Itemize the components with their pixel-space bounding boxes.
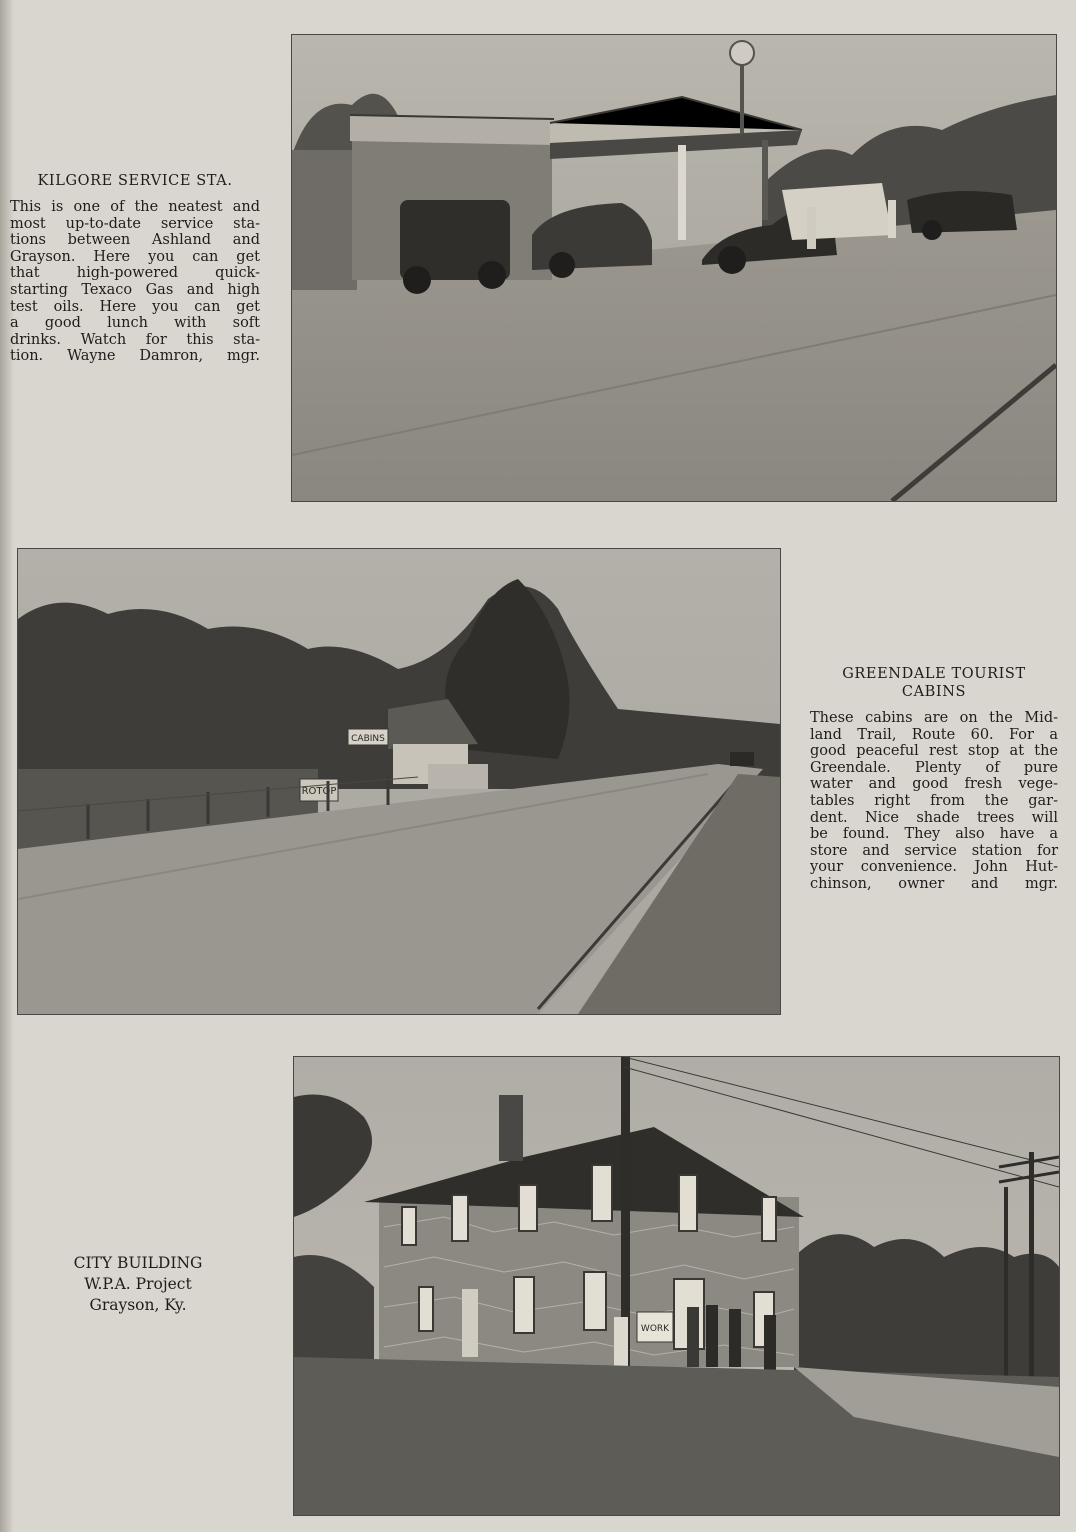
kilgore-line: a good lunch with soft (10, 315, 260, 332)
greendale-body (810, 710, 1058, 893)
greendale-line: dent. Nice shade trees will (810, 809, 1058, 826)
greendale-caption (810, 665, 1058, 893)
greendale-line: These cabins are on the Mid- (810, 710, 1058, 726)
kilgore-line: This is one of the neatest and (10, 199, 260, 215)
greendale-line: water and good fresh vege- (810, 776, 1058, 793)
kilgore-service-station-photo (292, 35, 1056, 501)
city-building-location: Grayson, Ky. (89, 1296, 187, 1314)
kilgore-line: that high-powered quick- (10, 265, 260, 282)
work-sign-text: WORK (640, 1324, 670, 1334)
kilgore-heading: KILGORE SERVICE STA. (37, 173, 233, 189)
greendale-line: Greendale. Plenty of pure (810, 759, 1058, 776)
kilgore-line: starting Texaco Gas and high (10, 281, 260, 298)
greendale-line: tables right from the gar- (810, 792, 1058, 809)
city-building-photo (294, 1057, 1059, 1515)
kilgore-body (10, 199, 260, 365)
kilgore-line: tions between Ashland and (10, 232, 260, 249)
greendale-cabins-photo (18, 549, 780, 1014)
greendale-heading-line1: GREENDALE TOURIST (842, 666, 1026, 682)
greendale-line: be found. They also have a (810, 826, 1058, 843)
kilgore-line: Grayson. Here you can get (10, 248, 260, 265)
kilgore-line: test oils. Here you can get (10, 298, 260, 315)
greendale-line: your convenience. John Hut- (810, 859, 1058, 876)
kilgore-caption (10, 172, 260, 365)
greendale-line: store and service station for (810, 842, 1058, 859)
city-building-project: W.P.A. Project (84, 1275, 192, 1293)
kilgore-line: most up-to-date service sta- (10, 215, 260, 232)
kilgore-line: tion. Wayne Damron, mgr. (10, 348, 260, 365)
greendale-line: good peaceful rest stop at the (810, 743, 1058, 760)
greendale-line: chinson, owner and mgr. (810, 875, 1058, 892)
greendale-heading-line2: CABINS (901, 684, 967, 700)
city-building-title: CITY BUILDING (73, 1254, 203, 1272)
kilgore-line: drinks. Watch for this sta- (10, 331, 260, 348)
cabins-sign-text: CABINS (351, 734, 385, 744)
greendale-heading (810, 665, 1058, 701)
city-building-caption (30, 1253, 246, 1316)
roadside-sign-text: ROTOP (301, 786, 337, 797)
greendale-line: land Trail, Route 60. For a (810, 726, 1058, 743)
